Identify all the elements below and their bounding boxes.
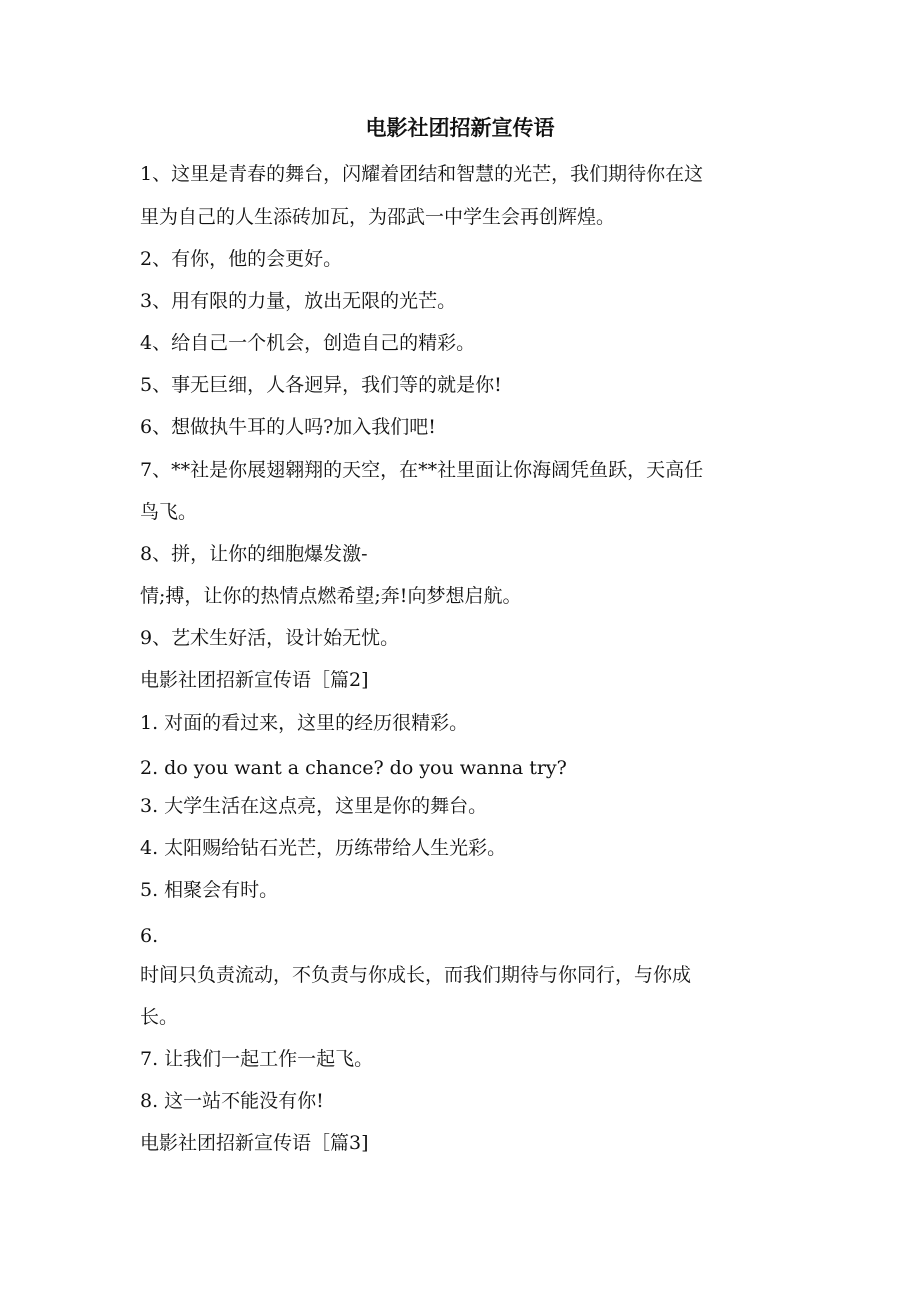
text-line: 8、拼，让你的细胞爆发激-	[140, 543, 368, 565]
text-line: 里为自己的人生添砖加瓦，为邵武一中学生会再创辉煌。	[140, 206, 616, 228]
text-line: 情;搏，让你的热情点燃希望;奔!向梦想启航。	[140, 585, 522, 607]
section-heading: 电影社团招新宣传语［篇3]	[140, 1132, 369, 1154]
text-line: 3. 大学生活在这点亮，这里是你的舞台。	[140, 795, 488, 817]
text-line: 4、给自己一个机会，创造自己的精彩。	[140, 332, 476, 354]
text-line: 7. 让我们一起工作一起飞。	[140, 1048, 374, 1070]
text-line: 时间只负责流动，不负责与你成长，而我们期待与你同行，与你成	[140, 964, 692, 986]
document-title: 电影社团招新宣传语	[365, 115, 555, 140]
text-line: 长。	[140, 1006, 179, 1028]
text-line: 3、用有限的力量，放出无限的光芒。	[140, 290, 457, 312]
text-line: 9、艺术生好活，设计始无忧。	[140, 627, 400, 649]
text-line: 6.	[140, 925, 159, 947]
text-line: 6、想做执牛耳的人吗?加入我们吧!	[140, 416, 436, 438]
text-line: 1. 对面的看过来，这里的经历很精彩。	[140, 712, 469, 734]
text-line: 5、事无巨细，人各迥异，我们等的就是你!	[140, 374, 502, 396]
text-line: 2、有你，他的会更好。	[140, 248, 343, 270]
section-heading: 电影社团招新宣传语［篇2]	[140, 669, 369, 691]
text-line: 5. 相聚会有时。	[140, 879, 279, 901]
text-line: 1、这里是青春的舞台，闪耀着团结和智慧的光芒，我们期待你在这	[140, 163, 704, 185]
text-line: 8. 这一站不能没有你!	[140, 1090, 324, 1112]
text-line: 鸟飞。	[140, 501, 198, 523]
text-line: 2. do you want a chance? do you wanna try?	[140, 757, 567, 779]
text-line: 7、**社是你展翅翱翔的天空，在**社里面让你海阔凭鱼跃，天高任	[140, 459, 704, 481]
text-line: 4. 太阳赐给钻石光芒，历练带给人生光彩。	[140, 837, 507, 859]
